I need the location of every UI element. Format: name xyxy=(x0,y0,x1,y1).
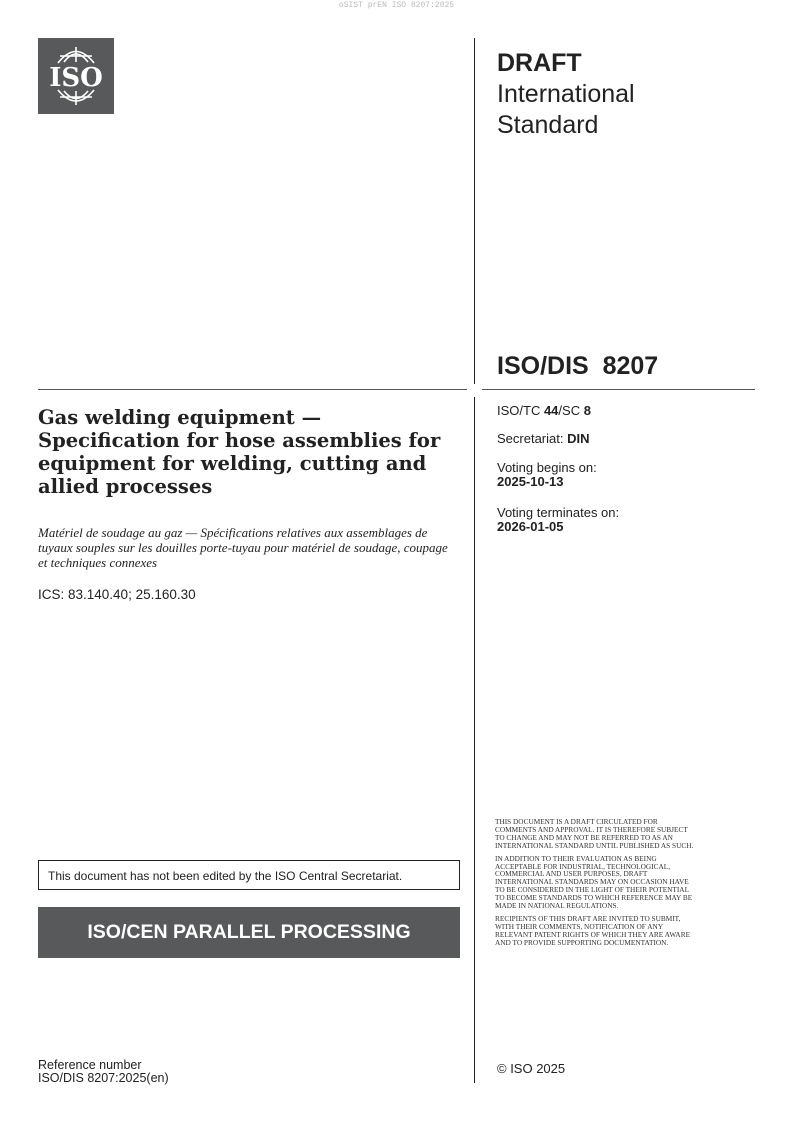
reference-label: Reference number xyxy=(38,1058,142,1072)
disclaimer xyxy=(495,818,695,952)
document-number: ISO/DIS 8207 xyxy=(497,352,659,380)
disclaimer-paragraph: THIS DOCUMENT IS A DRAFT CIRCULATED FOR COMMENTS AND APPROVAL. IT IS THEREFORE SUBJECT TO CHANGE AND MAY NOT BE REFERRED TO AS AN INTERNATIONAL STANDARD UNTIL PUBLISHED AS SUCH. xyxy=(495,817,694,850)
draft-label: DRAFT xyxy=(497,49,582,77)
international-label: International xyxy=(497,80,635,108)
voting-terminates xyxy=(497,506,619,534)
divider-horizontal-right xyxy=(482,389,755,390)
disclaimer-paragraph: RECIPIENTS OF THIS DRAFT ARE INVITED TO SUBMIT, WITH THEIR COMMENTS, NOTIFICATION OF ANY RELEVANT PATENT RIGHTS OF WHICH THEY ARE AWARE AND TO PROVIDE SUPPORTING DOCUMENTATION. xyxy=(495,913,691,947)
voting-begins-label: Voting begins on: xyxy=(497,460,597,475)
parallel-processing-banner: ISO/CEN PARALLEL PROCESSING xyxy=(38,907,460,958)
document-type xyxy=(497,48,635,141)
edit-notice: This document has not been edited by the ISO Central Secretariat. xyxy=(38,860,460,890)
watermark: oSIST prEN ISO 8207:2025 xyxy=(338,1,455,10)
committee xyxy=(497,404,591,418)
secretariat-value: DIN xyxy=(567,431,590,446)
voting-begins xyxy=(497,461,597,489)
voting-terminates-date: 2026-01-05 xyxy=(497,519,564,534)
ics-codes: ICS: 83.140.40; 25.160.30 xyxy=(38,587,196,602)
reference-value: ISO/DIS 8207:2025(en) xyxy=(38,1071,169,1085)
secretariat-label: Secretariat: xyxy=(497,431,568,446)
divider-horizontal-left xyxy=(38,389,467,390)
copyright: © ISO 2025 xyxy=(497,1061,566,1076)
reference-number xyxy=(38,1059,169,1085)
document-title: Gas welding equipment — Specification for hose assemblies for equipment for welding, cutting and allied processes xyxy=(38,406,441,498)
sc-number: 8 xyxy=(583,403,591,418)
committee-sep: /SC xyxy=(558,403,584,418)
tc-number: 44 xyxy=(543,403,559,418)
divider-vertical-bottom xyxy=(474,397,475,1083)
iso-logo xyxy=(38,38,114,114)
disclaimer-paragraph: IN ADDITION TO THEIR EVALUATION AS BEING ACCEPTABLE FOR INDUSTRIAL, TECHNOLOGICAL, COMMERCIAL AND USER PURPOSES, DRAFT INTERNATIONAL STANDARDS MAY ON OCCASION HAVE TO BE CONSIDERED IN THE LIGHT OF THEIR POTENTIAL TO BECOME STANDARDS TO WHICH REFERENCE MAY BE MADE IN NATIONAL REGULATIONS. xyxy=(495,853,693,911)
document-subtitle-fr: Matériel de soudage au gaz — Spécifications relatives aux assemblages de tuyaux souples sur les douilles porte-tuyau pour matériel de soudage, coupage et techniques connexes xyxy=(38,525,448,570)
svg-text:ISO: ISO xyxy=(49,63,103,93)
divider-vertical-top xyxy=(474,38,475,384)
voting-terminates-label: Voting terminates on: xyxy=(497,505,620,520)
voting-begins-date: 2025-10-13 xyxy=(497,474,564,489)
committee-prefix: ISO/TC xyxy=(497,403,544,418)
secretariat xyxy=(497,432,589,446)
standard-label: Standard xyxy=(497,111,599,139)
